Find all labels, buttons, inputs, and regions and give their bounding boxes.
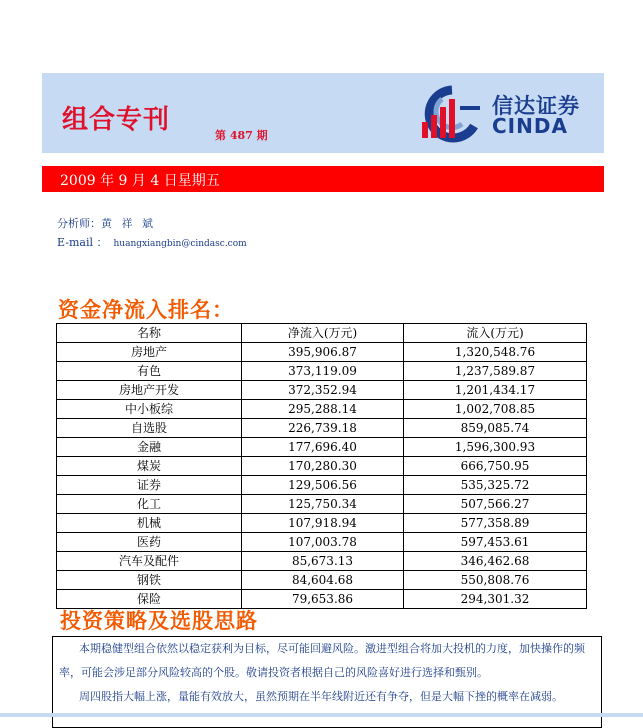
cell-inflow: 666,750.95 (404, 457, 587, 476)
strategy-paragraph-1: 本期稳健型组合依然以稳定获利为目标，尽可能回避风险。激进型组合将加大投机的力度，加快操作的频率，可能会涉足部分风险较高的个股。敬请投资者根据自己的风险喜好进行选择和甄别。 (59, 642, 585, 679)
cell-inflow: 507,566.27 (404, 495, 587, 514)
cell-sector-name: 钢铁 (57, 571, 242, 590)
cell-inflow: 535,325.72 (404, 476, 587, 495)
cell-inflow: 597,453.61 (404, 533, 587, 552)
cell-sector-name: 有色 (57, 362, 242, 381)
table-row (57, 495, 587, 514)
table-row (57, 400, 587, 419)
cell-net-inflow: 107,918.94 (242, 514, 404, 533)
table-row (57, 457, 587, 476)
cell-inflow: 1,002,708.85 (404, 400, 587, 419)
table-row (57, 476, 587, 495)
date-bar (42, 166, 604, 192)
cell-sector-name: 汽车及配件 (57, 552, 242, 571)
cell-net-inflow: 177,696.40 (242, 438, 404, 457)
cell-sector-name: 证券 (57, 476, 242, 495)
cell-inflow: 550,808.76 (404, 571, 587, 590)
cell-sector-name: 中小板综 (57, 400, 242, 419)
fund-flow-table (56, 323, 587, 609)
cell-sector-name: 房地产 (57, 343, 242, 362)
table-row (57, 552, 587, 571)
cell-sector-name: 医药 (57, 533, 242, 552)
table-row (57, 419, 587, 438)
analyst-line (57, 215, 156, 231)
bottom-divider (0, 713, 643, 717)
cell-inflow: 294,301.32 (404, 590, 587, 609)
cell-inflow: 346,462.68 (404, 552, 587, 571)
analyst-label: 分析师： (57, 217, 101, 230)
cell-net-inflow: 295,288.14 (242, 400, 404, 419)
cell-net-inflow: 373,119.09 (242, 362, 404, 381)
cell-net-inflow: 107,003.78 (242, 533, 404, 552)
cell-inflow: 1,596,300.93 (404, 438, 587, 457)
logo-text-en: CINDA (492, 114, 568, 138)
cell-net-inflow: 226,739.18 (242, 419, 404, 438)
cell-net-inflow: 79,653.86 (242, 590, 404, 609)
logo-text-cn: 信达证券 (492, 94, 580, 118)
cell-sector-name: 化工 (57, 495, 242, 514)
column-header-name: 名称 (57, 324, 242, 343)
table-row (57, 571, 587, 590)
table-header-row (57, 324, 587, 343)
table-row (57, 362, 587, 381)
column-header-inflow: 流入(万元) (404, 324, 587, 343)
issue-number: 第 487 期 (215, 129, 268, 142)
table-row (57, 514, 587, 533)
cell-sector-name: 煤炭 (57, 457, 242, 476)
date-text: 2009 年 9 月 4 日星期五 (60, 173, 220, 189)
cell-net-inflow: 85,673.13 (242, 552, 404, 571)
email-label: E-mail ： (57, 236, 108, 249)
cell-net-inflow: 395,906.87 (242, 343, 404, 362)
analyst-name: 黄 祥 斌 (101, 217, 156, 230)
cell-inflow: 1,201,434.17 (404, 381, 587, 400)
cell-sector-name: 金融 (57, 438, 242, 457)
column-header-net-inflow: 净流入(万元) (242, 324, 404, 343)
page-title: 组合专刊 (62, 105, 171, 135)
table-row (57, 381, 587, 400)
cell-net-inflow: 84,604.68 (242, 571, 404, 590)
flow-ranking-title: 资金净流入排名： (58, 298, 234, 322)
cell-sector-name: 保险 (57, 590, 242, 609)
cell-inflow: 859,085.74 (404, 419, 587, 438)
cell-sector-name: 机械 (57, 514, 242, 533)
cell-net-inflow: 170,280.30 (242, 457, 404, 476)
table-row (57, 438, 587, 457)
email-address[interactable]: huangxiangbin@cindasc.com (113, 239, 247, 249)
table-row (57, 343, 587, 362)
cell-inflow: 1,237,589.87 (404, 362, 587, 381)
cell-inflow: 577,358.89 (404, 514, 587, 533)
cell-sector-name: 自选股 (57, 419, 242, 438)
email-line (57, 234, 247, 250)
cell-net-inflow: 129,506.56 (242, 476, 404, 495)
strategy-title: 投资策略及选股思路 (60, 609, 258, 633)
cell-sector-name: 房地产开发 (57, 381, 242, 400)
strategy-paragraph-2: 周四股指大幅上涨，量能有效放大，虽然预期在半年线附近还有争夺，但是大幅下挫的概率在减弱。 (79, 690, 563, 703)
cell-net-inflow: 125,750.34 (242, 495, 404, 514)
table-row (57, 533, 587, 552)
cell-net-inflow: 372,352.94 (242, 381, 404, 400)
cell-inflow: 1,320,548.76 (404, 343, 587, 362)
